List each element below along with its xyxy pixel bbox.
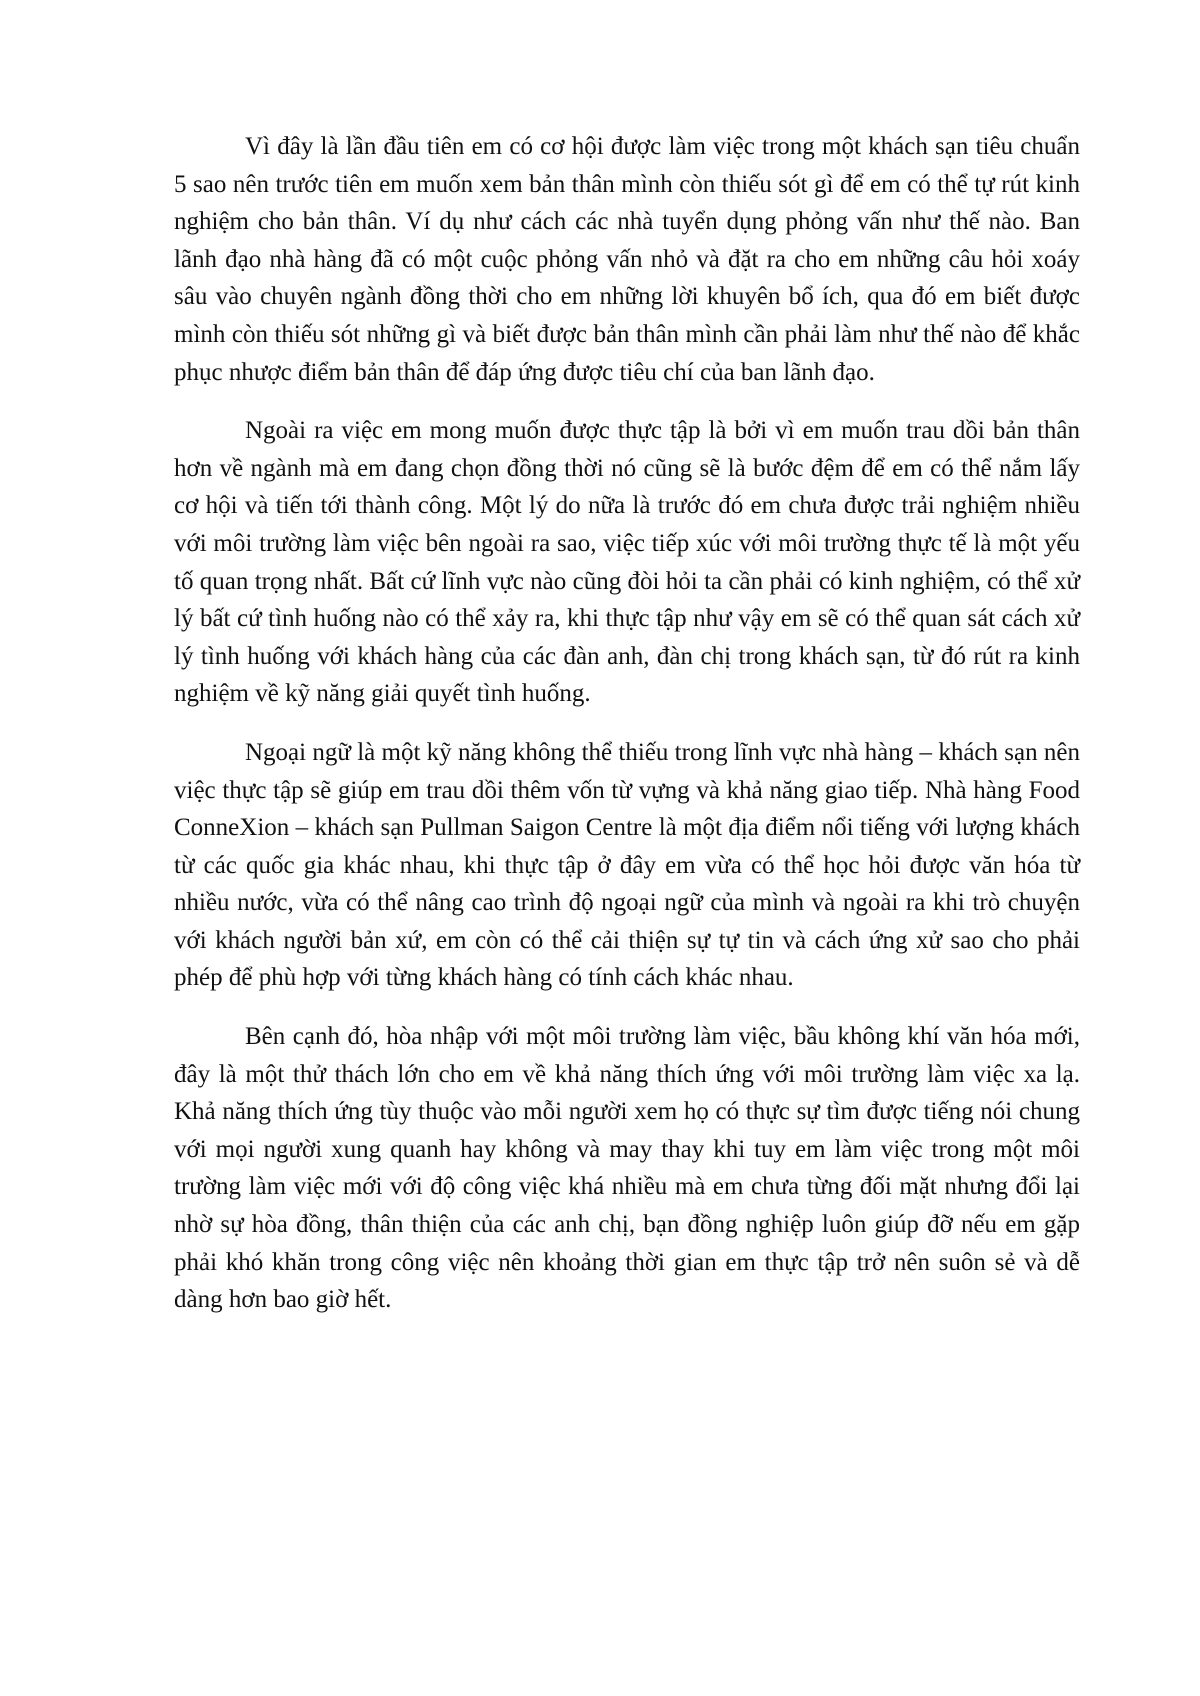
document-page bbox=[174, 128, 1080, 1319]
paragraph-1: Vì đây là lần đầu tiên em có cơ hội được làm việc trong một khách sạn tiêu chuẩn 5 sao nên trước tiên em muốn xem bản thân mình còn thiếu sót gì để em có thể tự rút kinh nghiệm cho bản thân. Ví dụ như cách các nhà tuyển dụng phỏng vấn như thế nào. Ban lãnh đạo nhà hàng đã có một cuộc phỏng vấn nhỏ và đặt ra cho em những câu hỏi xoáy sâu vào chuyên ngành đồng thời cho em những lời khuyên bổ ích, qua đó em biết được mình còn thiếu sót những gì và biết được bản thân mình cần phải làm như thế nào để khắc phục nhược điểm bản thân để đáp ứng được tiêu chí của ban lãnh đạo. bbox=[174, 133, 1080, 386]
paragraph-3: Ngoại ngữ là một kỹ năng không thể thiếu trong lĩnh vực nhà hàng – khách sạn nên việc thực tập sẽ giúp em trau dồi thêm vốn từ vựng và khả năng giao tiếp. Nhà hàng Food ConneXion – khách sạn Pullman Saigon Centre là một địa điểm nổi tiếng với lượng khách từ các quốc gia khác nhau, khi thực tập ở đây em vừa có thể học hỏi được văn hóa từ nhiều nước, vừa có thể nâng cao trình độ ngoại ngữ của mình và ngoài ra khi trò chuyện với khách người bản xứ, em còn có thể cải thiện sự tự tin và cách ứng xử sao cho phải phép để phù hợp với từng khách hàng có tính cách khác nhau. bbox=[174, 738, 1080, 992]
paragraph-2: Ngoài ra việc em mong muốn được thực tập là bởi vì em muốn trau dồi bản thân hơn về ngành mà em đang chọn đồng thời nó cũng sẽ là bước đệm để em có thể nắm lấy cơ hội và tiến tới thành công. Một lý do nữa là trước đó em chưa được trải nghiệm nhiều với môi trường làm việc bên ngoài ra sao, việc tiếp xúc với môi trường thực tế là một yếu tố quan trọng nhất. Bất cứ lĩnh vực nào cũng đòi hỏi ta cần phải có kinh nghiệm, có thể xử lý bất cứ tình huống nào có thể xảy ra, khi thực tập như vậy em sẽ có thể quan sát cách xử lý tình huống với khách hàng của các đàn anh, đàn chị trong khách sạn, từ đó rút ra kinh nghiệm về kỹ năng giải quyết tình huống. bbox=[174, 417, 1080, 708]
paragraph-4: Bên cạnh đó, hòa nhập với một môi trường làm việc, bầu không khí văn hóa mới, đây là một thử thách lớn cho em về khả năng thích ứng với môi trường làm việc xa lạ. Khả năng thích ứng tùy thuộc vào mỗi người xem họ có thực sự tìm được tiếng nói chung với mọi người xung quanh hay không và may thay khi tuy em làm việc trong một môi trường làm việc mới với độ công việc khá nhiều mà em chưa từng đối mặt nhưng đổi lại nhờ sự hòa đồng, thân thiện của các anh chị, bạn đồng nghiệp luôn giúp đỡ nếu em gặp phải khó khăn trong công việc nên khoảng thời gian em thực tập trở nên suôn sẻ và dễ dàng hơn bao giờ hết. bbox=[174, 1023, 1080, 1314]
